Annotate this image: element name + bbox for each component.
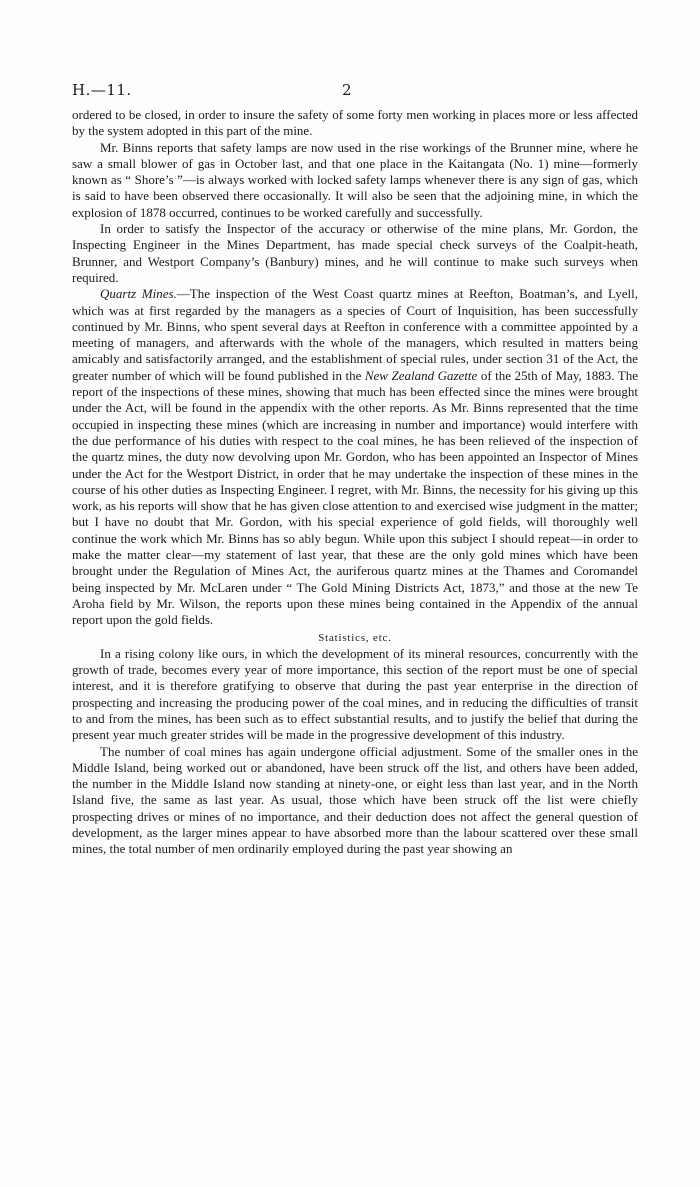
paragraph-rising-colony: In a rising colony like ours, in which the development of its mineral resources, concurrently with the growth of trade, becomes every year of more importance, this section of the report must be one of special interest, and it is therefore gratifying to observe that during the past year enterprise in the direction of prospecting and increasing the producing power of the coal mines, and in reducing the difficulties of transit to and from the mines, has been such as to effect substantial results, and to justify the belief that during the present year much greater strides will be made in the progressive development of this industry. [72,645,638,743]
paragraph-number-of-mines: The number of coal mines has again undergone official adjustment. Some of the smaller ones in the Middle Island, being worked out or abandoned, have been struck off the list, and others have been added, the number in the Middle Island now standing at ninety-one, or eight less than last year, and in the North Island five, the same as last year. As usual, those which have been struck off the list were chiefly prospecting drives or mines of no importance, and their deduction does not affect the general question of development, as the larger mines appear to have absorbed more than the labour scattered over these small mines, the total number of men ordinarily employed during the past year showing an [72,743,638,857]
paragraph-mine-plans: In order to satisfy the Inspector of the accuracy or otherwise of the mine plans, Mr. Gordon, the Inspecting Engineer in the Mines Department, has made special check surveys of the Coalpit-heath, Brunner, and Westport Company’s (Banbury) mines, and he will continue to make such surveys when required. [72,221,638,285]
quartz-mines-text-b: of the 25th of May, 1883. The report of the inspections of these mines, showing that much has been effected since the mines were brought under the Act, will be found in the appendix with the other reports. As Mr. Binns represented that the time occupied in inspecting these mines (which are increasing in number and importance) would interfere with the due performance of his duties with respect to the coal mines, he has been relieved of the inspection of the quartz mines, the duty now devolving upon Mr. Gordon, who has been appointed an Inspector of Mines under the Act for the Westport District, in order that he may undertake the inspection of these mines in the course of his other duties as Inspecting Engineer. I regret, with Mr. Binns, the necessity for his giving up this work, as his reports will show that he has given close attention to and exercised wise judgment in the matter; but I have no doubt that Mr. Gordon, with his special experience of gold fields, will thoroughly well continue the work which Mr. Binns has so ably begun. While upon this subject I should repeat—in order to make the matter clear—my statement of last year, that these are the only gold mines which have been brought under the Regulation of Mines Act, the auriferous quartz mines at the Thames and Coromandel being inspected by Mr. McLaren under “ The Gold Mining Districts Act, 1873,” and those at the new Te Aroha field by Mr. Wilson, the reports upon these mines being contained in the Appendix of the annual report upon the gold fields. [72,367,638,628]
paragraph-quartz-mines [72,286,638,628]
quartz-mines-lead: Quartz Mines. [100,286,177,302]
document-body [72,107,638,858]
paragraph-safety-lamps: Mr. Binns reports that safety lamps are now used in the rise workings of the Brunner mine, where he saw a small blower of gas in October last, and that one place in the Kaitangata (No. 1) mine—formerly known as “ Shore’s ”—is always worked with locked safety lamps whenever there is any sign of gas, which is said to have been observed there occasionally. It will also be seen that the adjoining mine, in which the explosion of 1878 occurred, continues to be worked carefully and successfully. [72,139,638,220]
quartz-mines-text-a: —The inspection of the West Coast quartz mines at Reefton, Boatman’s, and Lyell, which was at first regarded by the managers as a species of Court of Inquisition, has been successfully continued by Mr. Binns, who spent several days at Reefton in conference with a committee appointed by a meeting of managers, and afterwards with the whole of the managers, which resulted in matters being amicably and satisfactorily arranged, and the establishment of special rules, under section 31 of the Act, the greater number of which will be found published in the [72,286,638,383]
report-reference: H.—11. [72,81,132,99]
gazette-title: New Zealand Gazette [364,367,478,383]
page-header [72,81,638,101]
page-number: 2 [342,81,352,99]
section-heading-statistics: Statistics, etc. [318,631,392,644]
paragraph-continuation: ordered to be closed, in order to insure the safety of some forty men working in places more or less affected by the system adopted in this part of the mine. [72,107,638,139]
